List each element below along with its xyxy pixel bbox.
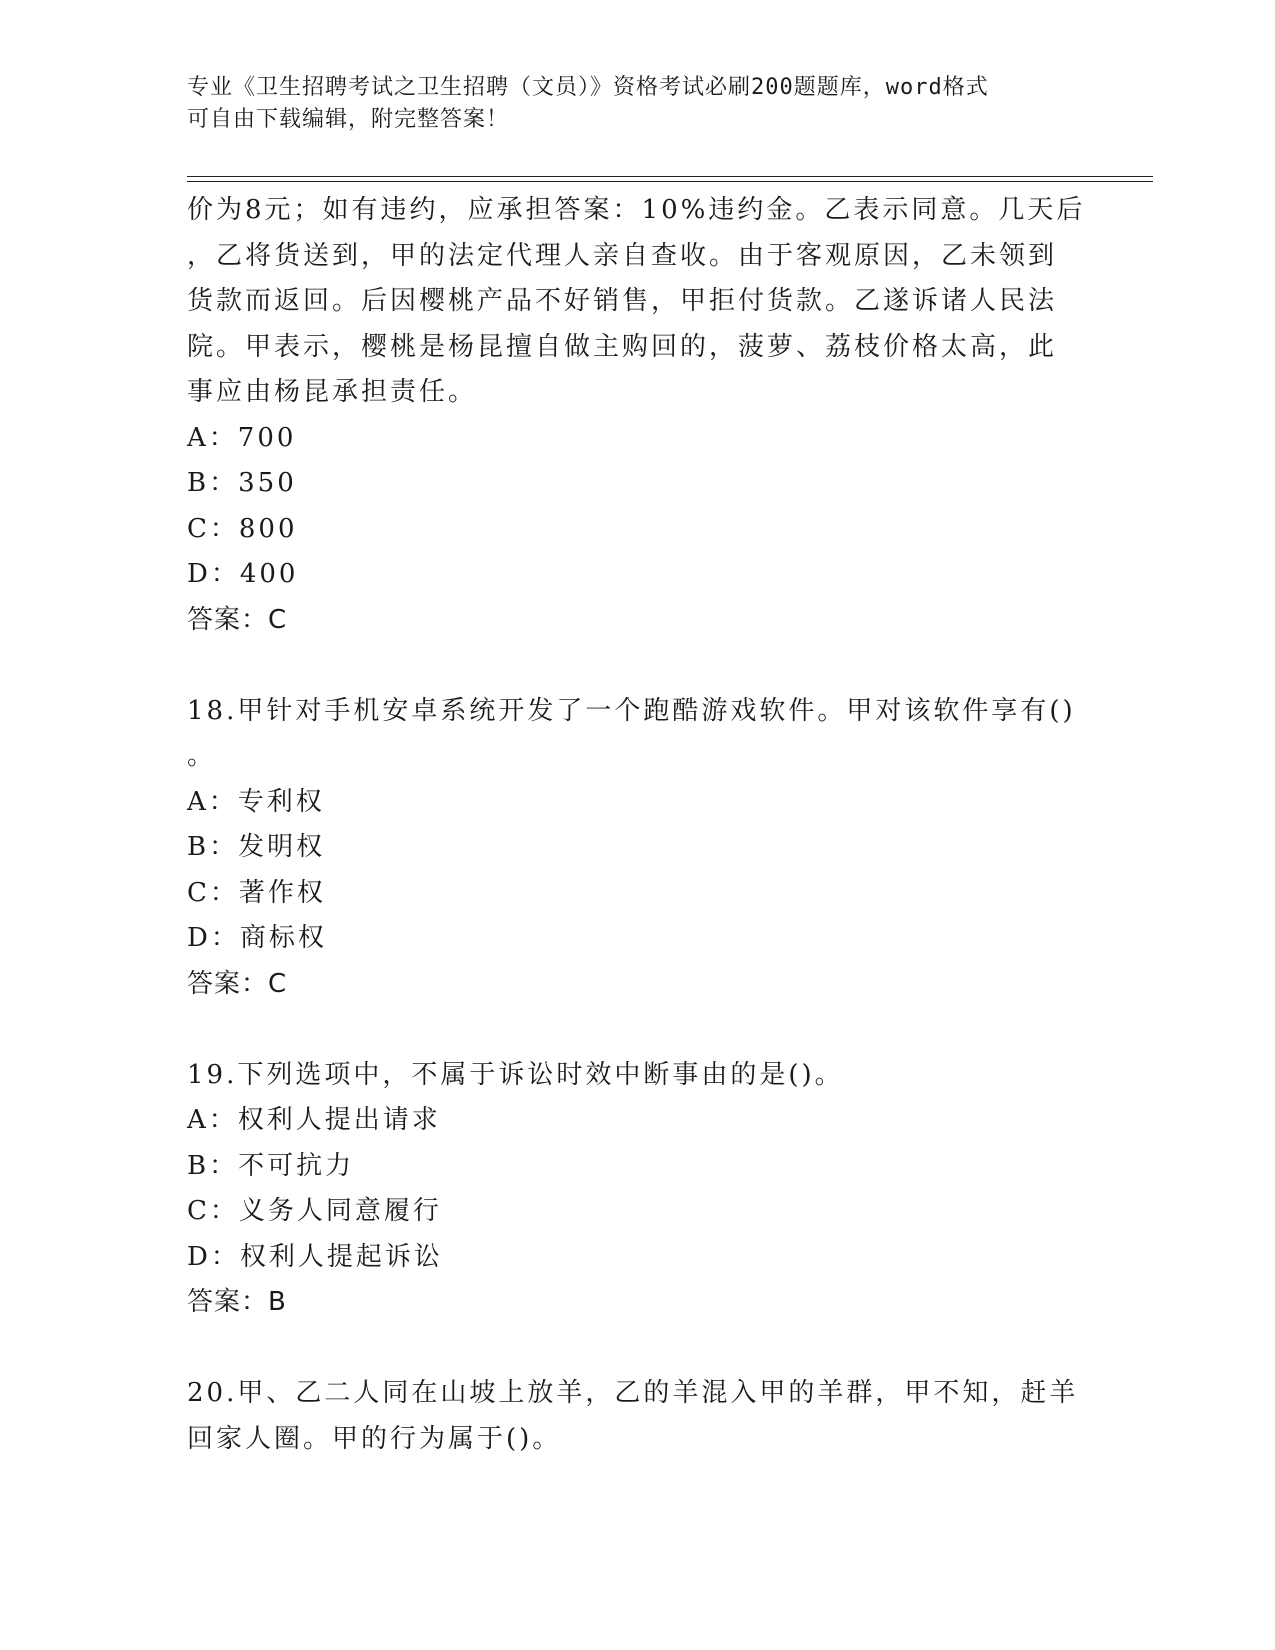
option-d: D：权利人提起诉讼 (187, 1241, 443, 1272)
option-a: A：权利人提出请求 (187, 1105, 441, 1135)
answer-line: 答案：B (187, 1287, 287, 1317)
question-text-line: 。 (187, 741, 217, 771)
document-body (187, 188, 1087, 1462)
option-b: B：不可抗力 (187, 1150, 355, 1181)
header-title-line-2: 可自由下载编辑，附完整答案！ (187, 107, 510, 132)
question-text-line: ，乙将货送到，甲的法定代理人亲自查收。由于客观原因，乙未领到 (187, 240, 1058, 271)
question-text-line: 价为8元；如有违约，应承担答案：10%违约金。乙表示同意。几天后 (187, 195, 1086, 225)
answer-line: 答案：C (187, 968, 288, 999)
question-text-line: 回家人圈。甲的行为属于()。 (187, 1423, 562, 1454)
question-17 (187, 188, 1087, 643)
document-header (187, 72, 1087, 136)
option-c: C：800 (187, 513, 298, 544)
header-divider-bottom (187, 181, 1153, 182)
header-divider-top (187, 176, 1153, 177)
question-text-line: 19.下列选项中，不属于诉讼时效中断事由的是()。 (187, 1059, 844, 1090)
answer-line: 答案：C (187, 604, 288, 635)
option-c: C：义务人同意履行 (187, 1196, 442, 1226)
option-b: B：发明权 (187, 832, 326, 862)
option-a: A：专利权 (187, 786, 325, 817)
option-d: D：400 (187, 559, 299, 589)
question-text-line: 18.甲针对手机安卓系统开发了一个跑酷游戏软件。甲对该软件享有() (187, 695, 1076, 726)
question-text-line: 货款而返回。后因樱桃产品不好销售，甲拒付货款。乙遂诉诸人民法 (187, 286, 1058, 316)
question-18 (187, 689, 1087, 1008)
option-c: C：著作权 (187, 877, 326, 908)
question-19 (187, 1053, 1087, 1326)
question-text-line: 院。甲表示，樱桃是杨昆擅自做主购回的，菠萝、荔枝价格太高，此 (187, 331, 1058, 362)
question-20 (187, 1371, 1087, 1462)
spacer (187, 1326, 1087, 1372)
option-d: D：商标权 (187, 923, 327, 953)
spacer (187, 643, 1087, 689)
option-b: B：350 (187, 468, 297, 498)
question-text-line: 事应由杨昆承担责任。 (187, 377, 478, 407)
option-a: A：700 (187, 422, 297, 453)
spacer (187, 1007, 1087, 1053)
header-title-line-1: 专业《卫生招聘考试之卫生招聘（文员）》资格考试必刷200题题库，word格式 (187, 75, 989, 100)
question-text-line: 20.甲、乙二人同在山坡上放羊，乙的羊混入甲的羊群，甲不知，赶羊 (187, 1378, 1079, 1408)
